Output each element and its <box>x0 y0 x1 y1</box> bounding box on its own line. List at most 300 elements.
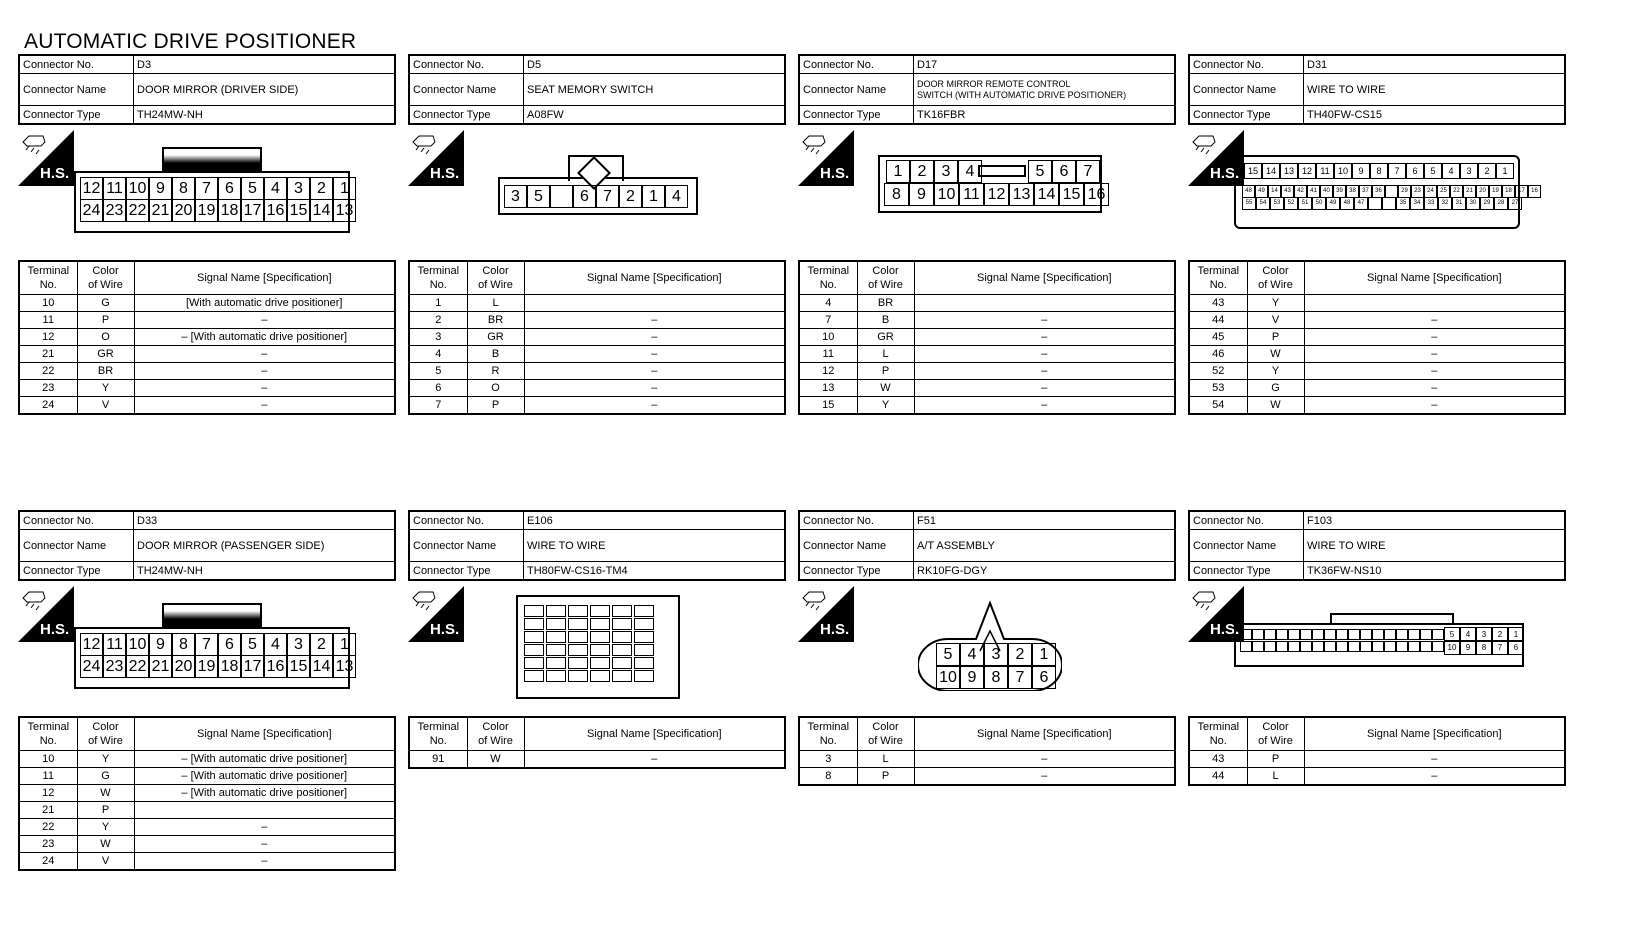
wire-color: Y <box>77 751 134 768</box>
col-color-line1: Color <box>92 721 119 733</box>
pin-number: 3 <box>1476 627 1492 642</box>
pin-number: 12 <box>1298 163 1316 179</box>
pin-cell <box>612 657 632 669</box>
table-row <box>19 819 395 836</box>
connector-type-label: Connector Type <box>1189 106 1304 125</box>
connector-no-value: D5 <box>524 55 786 74</box>
connector-type-value: TK36FW-NS10 <box>1304 562 1566 581</box>
table-row <box>19 312 395 329</box>
signal-name: – <box>524 751 785 769</box>
col-color-line1: Color <box>872 721 899 733</box>
pin-number: 20 <box>172 655 195 678</box>
table-row <box>19 802 395 819</box>
pin-number: 40 <box>1320 185 1333 198</box>
signal-name: – <box>134 312 395 329</box>
pin-cell <box>1252 629 1264 640</box>
pin-row <box>80 655 356 678</box>
pin-number: 21 <box>149 655 172 678</box>
col-signal: Signal Name [Specification] <box>524 261 785 295</box>
connector-name-value: DOOR MIRROR (DRIVER SIDE) <box>134 74 396 106</box>
wire-color: L <box>1247 768 1304 786</box>
terminal-table-header <box>1189 717 1565 751</box>
pin-number: 10 <box>126 177 149 200</box>
pin-number: 4 <box>1460 627 1476 642</box>
terminal-no: 11 <box>19 312 77 329</box>
col-color-line1: Color <box>1262 265 1289 277</box>
pin-row <box>936 666 1056 689</box>
col-terminal <box>1189 717 1247 751</box>
wire-color: V <box>77 853 134 871</box>
pin-number: 7 <box>195 177 218 200</box>
terminal-no: 4 <box>799 295 857 312</box>
pin-number: 14 <box>310 199 333 222</box>
pin-cell <box>1312 629 1324 640</box>
pin-number: 27 <box>1508 197 1522 210</box>
pin-cell <box>1336 641 1348 652</box>
terminal-no: 6 <box>409 380 467 397</box>
pin-number: 1 <box>333 177 356 200</box>
signal-name: – [With automatic drive positioner] <box>134 785 395 802</box>
pin-cell <box>1396 629 1408 640</box>
hs-label: H.S. <box>40 165 70 182</box>
terminal-no: 13 <box>799 380 857 397</box>
harness-side-icon <box>408 130 464 186</box>
connector-no-label: Connector No. <box>799 55 914 74</box>
table-row <box>19 397 395 415</box>
pin-cell <box>1420 629 1432 640</box>
pin-number: 12 <box>80 177 103 200</box>
wire-color: L <box>467 295 524 312</box>
connector-type-value: TH24MW-NH <box>134 562 396 581</box>
pin-number: 7 <box>195 633 218 656</box>
pin-number: 9 <box>1460 640 1476 655</box>
terminal-table-header <box>409 717 785 751</box>
pin-number: 19 <box>195 199 218 222</box>
col-terminal-line1: Terminal <box>27 265 70 277</box>
pin-number: 6 <box>1052 160 1076 183</box>
pin-number: 3 <box>984 643 1008 666</box>
table-row <box>1189 397 1565 415</box>
connector-no-value: F103 <box>1304 511 1566 530</box>
table-row <box>409 380 785 397</box>
signal-name: – <box>914 751 1175 768</box>
wire-color: Y <box>857 397 914 415</box>
pin-cell <box>524 657 544 669</box>
connector-lock <box>1330 613 1454 625</box>
connector-block <box>408 54 786 415</box>
pin-cell <box>568 605 588 617</box>
signal-name: – <box>1304 329 1565 346</box>
pin-cell <box>1348 629 1360 640</box>
pin-number: 4 <box>1442 163 1460 179</box>
pin-number: 6 <box>1406 163 1424 179</box>
connector-info-table <box>1188 510 1566 581</box>
wire-color: G <box>77 768 134 785</box>
table-row <box>799 295 1175 312</box>
wire-color: P <box>857 363 914 380</box>
pin-number: 4 <box>264 633 287 656</box>
pin-number: 10 <box>934 183 959 206</box>
pin-cell <box>1264 629 1276 640</box>
pin-number: 2 <box>1008 643 1032 666</box>
terminal-table <box>1188 260 1566 415</box>
connector-name-label: Connector Name <box>1189 530 1304 562</box>
connector-name-value: SEAT MEMORY SWITCH <box>524 74 786 106</box>
connector-block <box>798 510 1176 786</box>
hs-label: H.S. <box>820 621 850 638</box>
col-signal: Signal Name [Specification] <box>134 261 395 295</box>
pin-number: 19 <box>1489 185 1502 198</box>
table-row <box>799 380 1175 397</box>
pin-cell <box>1312 641 1324 652</box>
connector-diagram <box>1188 125 1566 255</box>
connector-info-table <box>1188 54 1566 125</box>
terminal-no: 45 <box>1189 329 1247 346</box>
connector-type-value: RK10FG-DGY <box>914 562 1176 581</box>
table-row <box>19 836 395 853</box>
pin-number: 24 <box>80 655 103 678</box>
connector-type-label: Connector Type <box>19 106 134 125</box>
pin-cell <box>1408 629 1420 640</box>
terminal-no: 11 <box>799 346 857 363</box>
terminal-table-header <box>19 261 395 295</box>
pin-number: 47 <box>1354 197 1368 210</box>
pin-cell <box>1276 641 1288 652</box>
pin-number: 48 <box>1340 197 1354 210</box>
col-terminal-line2: No. <box>39 279 57 291</box>
pin-cell <box>1408 641 1420 652</box>
pin-cell <box>634 631 654 643</box>
col-color-line1: Color <box>482 265 509 277</box>
pin-row <box>1244 163 1514 179</box>
pin-number: 15 <box>1059 183 1084 206</box>
connector-latch <box>978 165 1026 177</box>
pin-number: 12 <box>80 633 103 656</box>
pin-number: 9 <box>909 183 934 206</box>
pin-cell <box>524 605 544 617</box>
pin-number: 51 <box>1298 197 1312 210</box>
connector-type-label: Connector Type <box>409 562 524 581</box>
wire-color: O <box>467 380 524 397</box>
pin-number: 49 <box>1255 185 1268 198</box>
pin-cell <box>590 605 610 617</box>
pin-number: 4 <box>958 160 982 183</box>
connector-type-label: Connector Type <box>799 562 914 581</box>
col-color-line2: of Wire <box>478 279 513 291</box>
connector-name-line2: SWITCH (WITH AUTOMATIC DRIVE POSITIONER) <box>917 89 1127 100</box>
pin-number: 2 <box>1492 627 1508 642</box>
connector-lock <box>162 147 262 173</box>
wire-color: P <box>467 397 524 415</box>
terminal-no: 12 <box>19 785 77 802</box>
pin-number: 14 <box>1268 185 1281 198</box>
table-row <box>1189 329 1565 346</box>
pin-number: 16 <box>1084 183 1109 206</box>
col-color <box>467 261 524 295</box>
signal-name: – <box>134 819 395 836</box>
terminal-table <box>408 260 786 415</box>
pin-cell <box>590 670 610 682</box>
connector-no-label: Connector No. <box>409 55 524 74</box>
pin-cell <box>1288 641 1300 652</box>
pin-cell <box>590 644 610 656</box>
pin-row <box>80 177 356 200</box>
terminal-no: 43 <box>1189 295 1247 312</box>
pin-cell <box>612 605 632 617</box>
pin-number: 53 <box>1270 197 1284 210</box>
pin-number: 23 <box>103 655 126 678</box>
table-row <box>19 768 395 785</box>
pin-number: 16 <box>264 655 287 678</box>
pin-cell <box>612 644 632 656</box>
col-color-line2: of Wire <box>868 279 903 291</box>
pin-number: 32 <box>1438 197 1452 210</box>
pin-number <box>1368 197 1382 210</box>
harness-side-icon <box>798 130 854 186</box>
pin-cell <box>1264 641 1276 652</box>
pin-number: 5 <box>936 643 960 666</box>
pin-cell <box>546 644 566 656</box>
terminal-no: 54 <box>1189 397 1247 415</box>
wire-color: O <box>77 329 134 346</box>
pin-number: 17 <box>241 655 264 678</box>
signal-name: – <box>134 397 395 415</box>
connector-no-value: E106 <box>524 511 786 530</box>
col-terminal-line1: Terminal <box>27 721 70 733</box>
table-row <box>1189 295 1565 312</box>
table-row <box>409 329 785 346</box>
pin-cell <box>634 605 654 617</box>
pin-cell <box>1324 629 1336 640</box>
table-row <box>799 751 1175 768</box>
hs-label: H.S. <box>1210 165 1240 182</box>
hs-label: H.S. <box>820 165 850 182</box>
pin-cell <box>546 618 566 630</box>
connector-no-label: Connector No. <box>409 511 524 530</box>
connector-diagram <box>18 125 396 255</box>
pin-cell <box>1372 629 1384 640</box>
pin-number: 41 <box>1307 185 1320 198</box>
page-title: AUTOMATIC DRIVE POSITIONER <box>24 30 357 53</box>
pin-cell <box>568 618 588 630</box>
pin-number: 22 <box>126 199 149 222</box>
pin-number: 13 <box>1009 183 1034 206</box>
col-terminal <box>799 261 857 295</box>
col-color-line2: of Wire <box>88 279 123 291</box>
wire-color: W <box>77 785 134 802</box>
col-terminal-line2: No. <box>39 735 57 747</box>
col-signal: Signal Name [Specification] <box>1304 717 1565 751</box>
table-row <box>409 312 785 329</box>
connector-type-label: Connector Type <box>19 562 134 581</box>
signal-name: – <box>1304 397 1565 415</box>
connector-type-label: Connector Type <box>799 106 914 125</box>
signal-name: – <box>1304 363 1565 380</box>
wire-color: Y <box>1247 295 1304 312</box>
signal-name: – <box>1304 380 1565 397</box>
pin-number: 5 <box>241 633 264 656</box>
pin-number: 4 <box>264 177 287 200</box>
pin-row <box>80 633 356 656</box>
pin-cell <box>634 644 654 656</box>
col-terminal-line1: Terminal <box>1197 265 1240 277</box>
connector-type-value: TH24MW-NH <box>134 106 396 125</box>
signal-name: – <box>134 836 395 853</box>
wire-color: GR <box>467 329 524 346</box>
wire-color: W <box>467 751 524 769</box>
pin-cell <box>524 631 544 643</box>
pin-cell <box>1372 641 1384 652</box>
wire-color: B <box>857 312 914 329</box>
pin-number: 6 <box>573 185 596 208</box>
pin-number: 6 <box>1508 640 1524 655</box>
col-terminal-line1: Terminal <box>1197 721 1240 733</box>
pin-number: 22 <box>1450 185 1463 198</box>
terminal-no: 10 <box>799 329 857 346</box>
pin-number: 9 <box>960 666 984 689</box>
pin-cell <box>590 657 610 669</box>
table-row <box>409 346 785 363</box>
pin-cell <box>612 618 632 630</box>
col-signal: Signal Name [Specification] <box>914 717 1175 751</box>
pin-number: 10 <box>1334 163 1352 179</box>
connector-block <box>18 510 396 871</box>
signal-name: – <box>914 363 1175 380</box>
pin-number: 15 <box>287 199 310 222</box>
terminal-no: 21 <box>19 346 77 363</box>
pin-number: 5 <box>527 185 550 208</box>
terminal-no: 46 <box>1189 346 1247 363</box>
terminal-table-header <box>799 717 1175 751</box>
pin-cell <box>546 670 566 682</box>
table-row <box>799 312 1175 329</box>
table-row <box>1189 751 1565 768</box>
terminal-no: 23 <box>19 836 77 853</box>
pin-number: 20 <box>1476 185 1489 198</box>
connector-block <box>1188 510 1566 786</box>
table-row <box>19 853 395 871</box>
pin-row <box>1242 197 1522 210</box>
pin-number: 7 <box>1388 163 1406 179</box>
connector-name-value: WIRE TO WIRE <box>1304 74 1566 106</box>
pin-number: 5 <box>1028 160 1052 183</box>
pin-row <box>80 199 356 222</box>
wire-color: R <box>467 363 524 380</box>
pin-number: 6 <box>1032 666 1056 689</box>
pin-number: 22 <box>126 655 149 678</box>
col-color-line1: Color <box>872 265 899 277</box>
pin-number <box>550 185 573 208</box>
connector-no-value: F51 <box>914 511 1176 530</box>
pin-cell <box>524 618 544 630</box>
harness-side-icon <box>798 586 854 642</box>
pin-cell <box>1432 629 1444 640</box>
table-row <box>19 751 395 768</box>
connector-info-table <box>18 510 396 581</box>
wire-color: Y <box>77 819 134 836</box>
terminal-no: 7 <box>409 397 467 415</box>
table-row <box>19 363 395 380</box>
table-row <box>19 329 395 346</box>
col-color-line2: of Wire <box>868 735 903 747</box>
hs-label: H.S. <box>40 621 70 638</box>
col-terminal-line1: Terminal <box>417 265 460 277</box>
pin-row <box>884 183 1109 206</box>
pin-cell <box>1360 641 1372 652</box>
col-terminal-line2: No. <box>1209 279 1227 291</box>
pin-number: 7 <box>596 185 619 208</box>
terminal-table <box>408 716 786 769</box>
table-row <box>1189 363 1565 380</box>
pin-number: 7 <box>1008 666 1032 689</box>
pin-number: 11 <box>103 633 126 656</box>
pin-cell <box>524 644 544 656</box>
pin-number: 12 <box>984 183 1009 206</box>
connector-no-label: Connector No. <box>799 511 914 530</box>
wire-color: W <box>77 836 134 853</box>
signal-name: – <box>524 346 785 363</box>
col-color <box>857 717 914 751</box>
col-color <box>857 261 914 295</box>
terminal-table <box>798 716 1176 786</box>
pin-row <box>886 160 982 183</box>
connector-diagram <box>798 125 1176 255</box>
signal-name <box>914 295 1175 312</box>
terminal-table-header <box>409 261 785 295</box>
connector-type-value: A08FW <box>524 106 786 125</box>
pin-number: 13 <box>333 199 356 222</box>
pin-cell <box>568 670 588 682</box>
pin-number: 1 <box>1496 163 1514 179</box>
signal-name: – <box>524 312 785 329</box>
terminal-no: 4 <box>409 346 467 363</box>
terminal-no: 3 <box>799 751 857 768</box>
pin-number: 14 <box>1262 163 1280 179</box>
signal-name: – <box>134 853 395 871</box>
signal-name: – <box>1304 346 1565 363</box>
connector-name-label: Connector Name <box>1189 74 1304 106</box>
harness-side-icon <box>408 586 464 642</box>
wire-color: GR <box>77 346 134 363</box>
pin-cell <box>1420 641 1432 652</box>
col-signal: Signal Name [Specification] <box>134 717 395 751</box>
signal-name: – <box>524 363 785 380</box>
terminal-table-header <box>799 261 1175 295</box>
pin-number: 3 <box>1460 163 1478 179</box>
pin-number: 19 <box>195 655 218 678</box>
col-color <box>1247 717 1304 751</box>
pin-cell <box>1240 641 1252 652</box>
connector-no-label: Connector No. <box>19 55 134 74</box>
terminal-no: 22 <box>19 819 77 836</box>
wire-color: BR <box>857 295 914 312</box>
pin-cell <box>1384 629 1396 640</box>
connector-name-value: DOOR MIRROR (PASSENGER SIDE) <box>134 530 396 562</box>
connector-info-table <box>408 510 786 581</box>
wire-color: L <box>857 346 914 363</box>
col-signal: Signal Name [Specification] <box>524 717 785 751</box>
col-color-line2: of Wire <box>1258 735 1293 747</box>
pin-number: 10 <box>126 633 149 656</box>
terminal-no: 91 <box>409 751 467 769</box>
pin-number: 2 <box>310 633 333 656</box>
terminal-no: 12 <box>19 329 77 346</box>
pin-cell <box>1324 641 1336 652</box>
pin-number: 54 <box>1256 197 1270 210</box>
pin-cell <box>1384 641 1396 652</box>
pin-number: 48 <box>1242 185 1255 198</box>
terminal-no: 52 <box>1189 363 1247 380</box>
